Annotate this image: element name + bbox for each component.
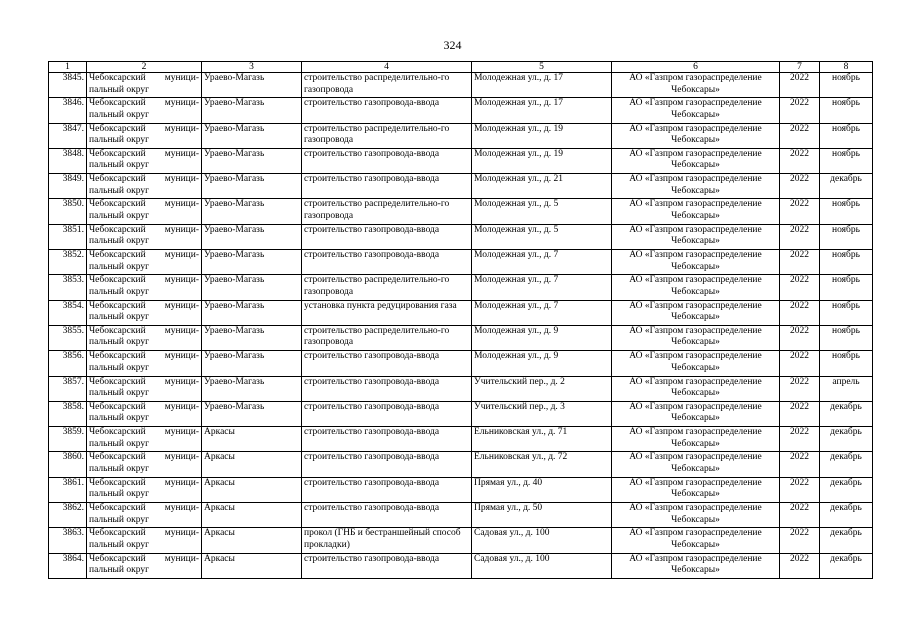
table-row (49, 148, 873, 173)
year-cell: 2022 (780, 275, 820, 300)
organization-cell: АО «Газпром газораспределение Чебоксары» (612, 199, 780, 224)
address-cell: Молодежная ул., д. 19 (472, 148, 612, 173)
district-cell: Чебоксарский муници-пальный округ (87, 148, 202, 173)
address-cell: Молодежная ул., д. 17 (472, 73, 612, 98)
district-cell: Чебоксарский муници-пальный округ (87, 224, 202, 249)
district-cell: Чебоксарский муници-пальный округ (87, 325, 202, 350)
work-type-cell: строительство газопровода-ввода (302, 224, 472, 249)
column-header: 3 (202, 62, 302, 73)
district-cell: Чебоксарский муници-пальный округ (87, 503, 202, 528)
organization-cell: АО «Газпром газораспределение Чебоксары» (612, 300, 780, 325)
table-row (49, 123, 873, 148)
work-type-cell: строительство газопровода-ввода (302, 427, 472, 452)
address-cell: Садовая ул., д. 100 (472, 553, 612, 578)
address-cell: Молодежная ул., д. 5 (472, 224, 612, 249)
district-cell: Чебоксарский муници-пальный округ (87, 98, 202, 123)
district-cell: Чебоксарский муници-пальный округ (87, 401, 202, 426)
table-row (49, 477, 873, 502)
row-number-cell: 3864. (49, 553, 87, 578)
month-cell: апрель (820, 376, 873, 401)
settlement-cell: Ураево-Магазь (202, 351, 302, 376)
year-cell: 2022 (780, 300, 820, 325)
column-header: 2 (87, 62, 202, 73)
row-number-cell: 3862. (49, 503, 87, 528)
district-cell: Чебоксарский муници-пальный округ (87, 73, 202, 98)
district-cell: Чебоксарский муници-пальный округ (87, 452, 202, 477)
column-number-row (49, 62, 873, 73)
year-cell: 2022 (780, 224, 820, 249)
district-cell: Чебоксарский муници-пальный округ (87, 300, 202, 325)
organization-cell: АО «Газпром газораспределение Чебоксары» (612, 250, 780, 275)
row-number-cell: 3853. (49, 275, 87, 300)
year-cell: 2022 (780, 174, 820, 199)
settlement-cell: Ураево-Магазь (202, 148, 302, 173)
row-number-cell: 3848. (49, 148, 87, 173)
table-row (49, 250, 873, 275)
month-cell: ноябрь (820, 325, 873, 350)
settlement-cell: Аркасы (202, 427, 302, 452)
work-type-cell: строительство газопровода-ввода (302, 174, 472, 199)
settlement-cell: Ураево-Магазь (202, 123, 302, 148)
organization-cell: АО «Газпром газораспределение Чебоксары» (612, 477, 780, 502)
address-cell: Молодежная ул., д. 7 (472, 250, 612, 275)
year-cell: 2022 (780, 123, 820, 148)
row-number-cell: 3850. (49, 199, 87, 224)
month-cell: ноябрь (820, 199, 873, 224)
work-type-cell: строительство газопровода-ввода (302, 148, 472, 173)
district-cell: Чебоксарский муници-пальный округ (87, 199, 202, 224)
table-row (49, 325, 873, 350)
month-cell: ноябрь (820, 224, 873, 249)
table-row (49, 528, 873, 553)
year-cell: 2022 (780, 401, 820, 426)
page-number: 324 (443, 38, 462, 52)
year-cell: 2022 (780, 528, 820, 553)
column-header: 8 (820, 62, 873, 73)
year-cell: 2022 (780, 73, 820, 98)
work-type-cell: строительство газопровода-ввода (302, 250, 472, 275)
row-number-cell: 3858. (49, 401, 87, 426)
table-row (49, 224, 873, 249)
year-cell: 2022 (780, 477, 820, 502)
settlement-cell: Аркасы (202, 477, 302, 502)
table-row (49, 553, 873, 578)
address-cell: Молодежная ул., д. 9 (472, 325, 612, 350)
settlement-cell: Ураево-Магазь (202, 275, 302, 300)
month-cell: декабрь (820, 503, 873, 528)
work-type-cell: строительство газопровода-ввода (302, 452, 472, 477)
month-cell: декабрь (820, 174, 873, 199)
settlement-cell: Аркасы (202, 452, 302, 477)
settlement-cell: Ураево-Магазь (202, 300, 302, 325)
table-row (49, 401, 873, 426)
table-row (49, 300, 873, 325)
month-cell: ноябрь (820, 275, 873, 300)
year-cell: 2022 (780, 427, 820, 452)
organization-cell: АО «Газпром газораспределение Чебоксары» (612, 351, 780, 376)
address-cell: Молодежная ул., д. 21 (472, 174, 612, 199)
year-cell: 2022 (780, 250, 820, 275)
settlement-cell: Ураево-Магазь (202, 376, 302, 401)
organization-cell: АО «Газпром газораспределение Чебоксары» (612, 553, 780, 578)
gas-works-table (48, 61, 873, 579)
address-cell: Прямая ул., д. 40 (472, 477, 612, 502)
settlement-cell: Ураево-Магазь (202, 73, 302, 98)
district-cell: Чебоксарский муници-пальный округ (87, 528, 202, 553)
table-row (49, 275, 873, 300)
month-cell: декабрь (820, 452, 873, 477)
month-cell: ноябрь (820, 351, 873, 376)
row-number-cell: 3857. (49, 376, 87, 401)
district-cell: Чебоксарский муници-пальный округ (87, 477, 202, 502)
year-cell: 2022 (780, 376, 820, 401)
table-row (49, 351, 873, 376)
row-number-cell: 3846. (49, 98, 87, 123)
settlement-cell: Ураево-Магазь (202, 325, 302, 350)
district-cell: Чебоксарский муници-пальный округ (87, 351, 202, 376)
month-cell: ноябрь (820, 250, 873, 275)
settlement-cell: Ураево-Магазь (202, 224, 302, 249)
work-type-cell: строительство газопровода-ввода (302, 351, 472, 376)
month-cell: ноябрь (820, 148, 873, 173)
address-cell: Молодежная ул., д. 19 (472, 123, 612, 148)
address-cell: Молодежная ул., д. 7 (472, 300, 612, 325)
address-cell: Садовая ул., д. 100 (472, 528, 612, 553)
address-cell: Молодежная ул., д. 5 (472, 199, 612, 224)
settlement-cell: Ураево-Магазь (202, 250, 302, 275)
year-cell: 2022 (780, 351, 820, 376)
work-type-cell: строительство распределительно-го газопровода (302, 325, 472, 350)
column-header: 4 (302, 62, 472, 73)
row-number-cell: 3863. (49, 528, 87, 553)
district-cell: Чебоксарский муници-пальный округ (87, 123, 202, 148)
organization-cell: АО «Газпром газораспределение Чебоксары» (612, 325, 780, 350)
organization-cell: АО «Газпром газораспределение Чебоксары» (612, 503, 780, 528)
row-number-cell: 3852. (49, 250, 87, 275)
organization-cell: АО «Газпром газораспределение Чебоксары» (612, 148, 780, 173)
row-number-cell: 3861. (49, 477, 87, 502)
month-cell: ноябрь (820, 123, 873, 148)
address-cell: Учительский пер., д. 3 (472, 401, 612, 426)
address-cell: Ельниковская ул., д. 72 (472, 452, 612, 477)
district-cell: Чебоксарский муници-пальный округ (87, 275, 202, 300)
month-cell: декабрь (820, 477, 873, 502)
year-cell: 2022 (780, 199, 820, 224)
settlement-cell: Аркасы (202, 503, 302, 528)
organization-cell: АО «Газпром газораспределение Чебоксары» (612, 224, 780, 249)
row-number-cell: 3855. (49, 325, 87, 350)
column-header: 5 (472, 62, 612, 73)
organization-cell: АО «Газпром газораспределение Чебоксары» (612, 376, 780, 401)
year-cell: 2022 (780, 98, 820, 123)
table-row (49, 73, 873, 98)
row-number-cell: 3860. (49, 452, 87, 477)
district-cell: Чебоксарский муници-пальный округ (87, 174, 202, 199)
year-cell: 2022 (780, 503, 820, 528)
work-type-cell: строительство газопровода-ввода (302, 98, 472, 123)
address-cell: Молодежная ул., д. 7 (472, 275, 612, 300)
organization-cell: АО «Газпром газораспределение Чебоксары» (612, 452, 780, 477)
month-cell: ноябрь (820, 300, 873, 325)
address-cell: Прямая ул., д. 50 (472, 503, 612, 528)
work-type-cell: установка пункта редуцирования газа (302, 300, 472, 325)
column-header: 1 (49, 62, 87, 73)
settlement-cell: Ураево-Магазь (202, 174, 302, 199)
settlement-cell: Ураево-Магазь (202, 401, 302, 426)
work-type-cell: строительство газопровода-ввода (302, 477, 472, 502)
month-cell: декабрь (820, 528, 873, 553)
address-cell: Учительский пер., д. 2 (472, 376, 612, 401)
work-type-cell: строительство газопровода-ввода (302, 376, 472, 401)
column-header: 6 (612, 62, 780, 73)
address-cell: Молодежная ул., д. 17 (472, 98, 612, 123)
organization-cell: АО «Газпром газораспределение Чебоксары» (612, 73, 780, 98)
work-type-cell: строительство распределительно-го газопровода (302, 275, 472, 300)
row-number-cell: 3847. (49, 123, 87, 148)
district-cell: Чебоксарский муници-пальный округ (87, 427, 202, 452)
row-number-cell: 3854. (49, 300, 87, 325)
month-cell: декабрь (820, 401, 873, 426)
work-type-cell: строительство распределительно-го газопровода (302, 123, 472, 148)
organization-cell: АО «Газпром газораспределение Чебоксары» (612, 401, 780, 426)
organization-cell: АО «Газпром газораспределение Чебоксары» (612, 528, 780, 553)
district-cell: Чебоксарский муници-пальный округ (87, 376, 202, 401)
organization-cell: АО «Газпром газораспределение Чебоксары» (612, 123, 780, 148)
row-number-cell: 3849. (49, 174, 87, 199)
row-number-cell: 3851. (49, 224, 87, 249)
settlement-cell: Ураево-Магазь (202, 199, 302, 224)
month-cell: ноябрь (820, 98, 873, 123)
organization-cell: АО «Газпром газораспределение Чебоксары» (612, 174, 780, 199)
year-cell: 2022 (780, 553, 820, 578)
year-cell: 2022 (780, 452, 820, 477)
work-type-cell: строительство газопровода-ввода (302, 401, 472, 426)
table-row (49, 427, 873, 452)
table-row (49, 452, 873, 477)
year-cell: 2022 (780, 325, 820, 350)
month-cell: декабрь (820, 553, 873, 578)
month-cell: декабрь (820, 427, 873, 452)
table-row (49, 199, 873, 224)
work-type-cell: строительство газопровода-ввода (302, 553, 472, 578)
organization-cell: АО «Газпром газораспределение Чебоксары» (612, 98, 780, 123)
address-cell: Молодежная ул., д. 9 (472, 351, 612, 376)
row-number-cell: 3845. (49, 73, 87, 98)
work-type-cell: строительство газопровода-ввода (302, 503, 472, 528)
table-row (49, 503, 873, 528)
district-cell: Чебоксарский муници-пальный округ (87, 553, 202, 578)
work-type-cell: прокол (ГНБ и бестраншейный способ прокладки) (302, 528, 472, 553)
settlement-cell: Ураево-Магазь (202, 98, 302, 123)
settlement-cell: Аркасы (202, 528, 302, 553)
table-row (49, 98, 873, 123)
row-number-cell: 3859. (49, 427, 87, 452)
table-row (49, 174, 873, 199)
table-row (49, 376, 873, 401)
row-number-cell: 3856. (49, 351, 87, 376)
column-header: 7 (780, 62, 820, 73)
district-cell: Чебоксарский муници-пальный округ (87, 250, 202, 275)
work-type-cell: строительство распределительно-го газопровода (302, 73, 472, 98)
settlement-cell: Аркасы (202, 553, 302, 578)
address-cell: Ельниковская ул., д. 71 (472, 427, 612, 452)
organization-cell: АО «Газпром газораспределение Чебоксары» (612, 275, 780, 300)
work-type-cell: строительство распределительно-го газопровода (302, 199, 472, 224)
year-cell: 2022 (780, 148, 820, 173)
month-cell: ноябрь (820, 73, 873, 98)
organization-cell: АО «Газпром газораспределение Чебоксары» (612, 427, 780, 452)
